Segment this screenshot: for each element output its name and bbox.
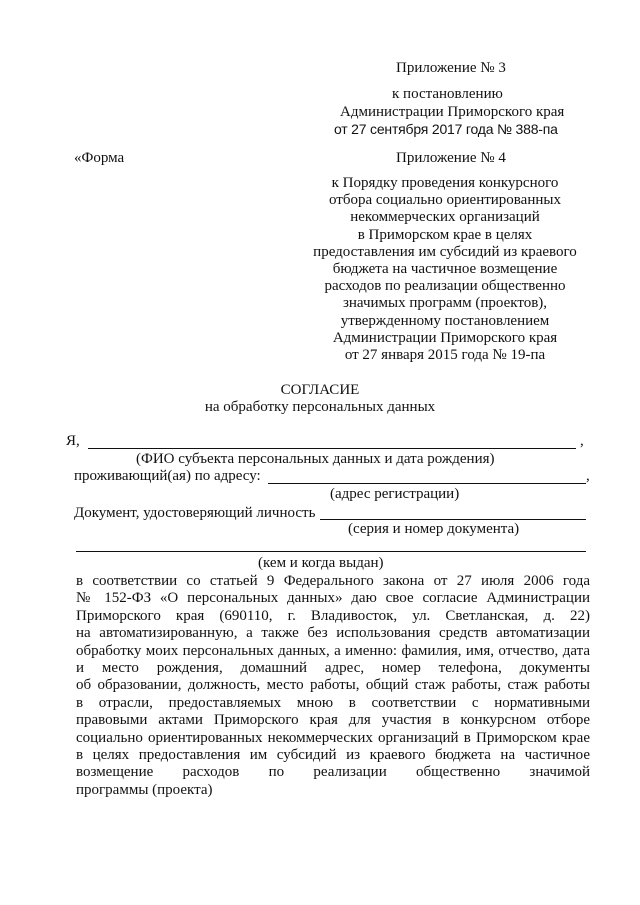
- appendix3-line1: к постановлению: [392, 86, 503, 102]
- appendix3-date: от 27 сентября 2017 года № 388-па: [334, 121, 558, 137]
- issued-caption: (кем и когда выдан): [258, 555, 384, 571]
- body-line: Приморского края (690110, г. Владивосток, ул. Светланская, д. 22): [76, 607, 590, 624]
- body-line: в соответствии со статьей 9 Федерального закона от 27 июля 2006 года: [76, 573, 590, 589]
- body-line: программы (проекта): [76, 781, 213, 798]
- appendix4-line: некоммерческих организаций: [350, 209, 540, 226]
- appendix4-title: Приложение № 4: [396, 150, 506, 166]
- fio-caption: (ФИО субъекта персональных данных и дата рождения): [136, 451, 495, 467]
- appendix4-line: от 27 января 2015 года № 19-па: [344, 347, 546, 364]
- appendix4-line: утвержденному постановлением: [340, 312, 550, 329]
- document-title: СОГЛАСИЕ: [280, 382, 360, 398]
- fio-field[interactable]: [88, 448, 576, 449]
- address-caption: (адрес регистрации): [330, 486, 460, 502]
- appendix4-block: [300, 175, 590, 364]
- appendix4-line: значимых программ (проектов),: [342, 295, 548, 312]
- address-label: проживающий(ая) по адресу:: [74, 468, 261, 484]
- ya-label: Я,: [66, 433, 80, 449]
- appendix4-line: предоставления им субсидий из краевого: [313, 243, 577, 260]
- appendix4-line: к Порядку проведения конкурсного: [331, 175, 559, 191]
- appendix4-line: расходов по реализации общественно: [324, 278, 566, 295]
- appendix4-line: бюджета на частичное возмещение: [332, 261, 558, 278]
- body-line: об образовании, должность, место работы, общий стаж работы, стаж работы: [76, 677, 590, 694]
- appendix4-line: отбора социально ориентированных: [329, 192, 561, 209]
- body-line: правовыми актами Приморского края для участия в конкурсном отборе: [76, 712, 590, 729]
- body-line: в отрасли, предоставляемых мною в соответствии с нормативными: [76, 694, 590, 711]
- document-caption: (серия и номер документа): [348, 521, 520, 537]
- document-subtitle: на обработку персональных данных: [204, 399, 436, 415]
- body-line: социально ориентированных некоммерческих организаций в Приморском крае: [76, 729, 590, 746]
- appendix3-title: Приложение № 3: [396, 60, 506, 76]
- form-label: «Форма: [74, 150, 125, 166]
- fio-comma: ,: [580, 433, 584, 449]
- body-line: № 152-ФЗ «О персональных данных» даю свое согласие Администрации: [76, 590, 590, 607]
- body-line: обработку моих персональных данных, а именно: фамилия, имя, отчество, дата: [76, 642, 590, 659]
- body-line: в целях предоставления им субсидий из краевого бюджета на частичное: [76, 746, 590, 763]
- appendix3-line2: Администрации Приморского края: [340, 104, 565, 120]
- address-field[interactable]: [268, 483, 586, 484]
- document-label: Документ, удостоверяющий личность: [74, 505, 316, 521]
- appendix4-line: Администрации Приморского края: [332, 329, 558, 346]
- document-field[interactable]: [320, 519, 586, 520]
- body-line: на автоматизированную, а также без использования средств автоматизации: [76, 625, 590, 642]
- address-comma: ,: [586, 468, 590, 484]
- body-line: и место рождения, домашний адрес, номер телефона, документы: [76, 659, 590, 676]
- consent-body: [76, 573, 590, 799]
- body-line: возмещение расходов по реализации общественно значимой: [76, 764, 590, 781]
- appendix4-line: в Приморском крае в целях: [357, 226, 533, 243]
- issued-field[interactable]: [76, 551, 586, 552]
